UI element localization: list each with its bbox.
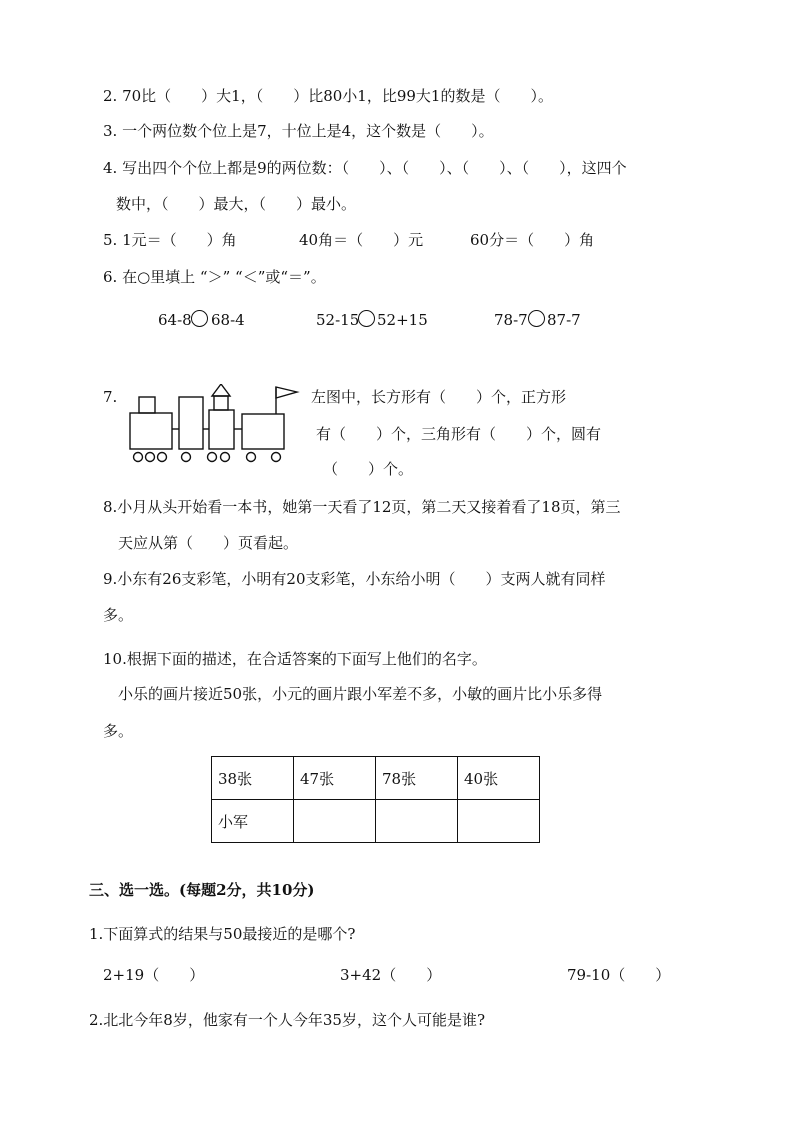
- square-top: [214, 396, 228, 410]
- question-5-part-b: 40角＝（ ）元: [299, 231, 424, 249]
- compare-3-right: 87-7: [547, 311, 581, 329]
- table-cell: 38张: [212, 757, 294, 800]
- compare-3-left: 78-7: [494, 311, 528, 329]
- question-9-line-2: 多。: [103, 606, 134, 624]
- section-3-question-1: 1.下面算式的结果与50最接近的是哪个?: [89, 925, 356, 943]
- question-8-line-2: 天应从第（ ）页看起。: [118, 534, 299, 552]
- square-chimney: [139, 397, 155, 413]
- question-3: 3. 一个两位数个位上是7，十位上是4，这个数是（ ）。: [103, 122, 494, 140]
- question-7-number: 7.: [103, 388, 118, 406]
- table-cell: 40张: [458, 757, 540, 800]
- question-10: 10.根据下面的描述，在合适答案的下面写上他们的名字。: [103, 650, 487, 668]
- compare-circle-icon: [528, 310, 545, 327]
- table-row: [212, 757, 540, 800]
- question-7-line-1: 左图中，长方形有（ ）个，正方形: [311, 388, 567, 406]
- option-a: 2+19（ ）: [103, 966, 205, 984]
- compare-2-left: 52-15: [316, 311, 360, 329]
- name-table: [211, 756, 540, 843]
- triangle-flag: [276, 387, 297, 398]
- question-2: 2. 70比（ ）大1，（ ）比80小1，比99大1的数是（ ）。: [103, 87, 553, 105]
- question-4-line-1: 4. 写出四个个位上都是9的两位数：（ ）、（ ）、（ ）、（ ），这四个: [103, 159, 627, 177]
- table-cell-blank[interactable]: [294, 800, 376, 843]
- table-cell: 小军: [212, 800, 294, 843]
- question-7-line-3: （ ）个。: [323, 460, 414, 478]
- question-5-part-c: 60分＝（ ）角: [470, 231, 595, 249]
- compare-2-right: 52+15: [377, 311, 428, 329]
- question-8-line-1: 8.小月从头开始看一本书，她第一天看了12页，第二天又接着看了18页，第三: [103, 498, 621, 516]
- rectangle-car-3: [209, 410, 234, 449]
- train-figure: [125, 384, 305, 468]
- option-c: 79-10（ ）: [567, 966, 671, 984]
- question-6: 6. 在○里填上 “＞” “＜”或“＝”。: [103, 268, 326, 286]
- table-cell-blank[interactable]: [376, 800, 458, 843]
- compare-1-left: 64-8: [158, 311, 192, 329]
- table-cell: 78张: [376, 757, 458, 800]
- compare-circle-icon: [191, 310, 208, 327]
- compare-1-right: 68-4: [211, 311, 245, 329]
- question-9-line-1: 9.小东有26支彩笔，小明有20支彩笔，小东给小明（ ）支两人就有同样: [103, 570, 606, 588]
- table-cell: 47张: [294, 757, 376, 800]
- rectangle-car-2: [179, 397, 203, 449]
- question-7-line-2: 有（ ）个，三角形有（ ）个，圆有: [316, 425, 602, 443]
- compare-circle-icon: [358, 310, 375, 327]
- triangle-roof: [212, 384, 230, 396]
- table-row: [212, 800, 540, 843]
- section-3-question-2: 2.北北今年8岁，他家有一个人今年35岁，这个人可能是谁?: [89, 1011, 485, 1029]
- question-4-line-2: 数中，（ ）最大，（ ）最小。: [116, 195, 357, 213]
- question-10-description-line-1: 小乐的画片接近50张，小元的画片跟小军差不多，小敏的画片比小乐多得: [118, 685, 603, 703]
- table-cell-blank[interactable]: [458, 800, 540, 843]
- section-3-title: 三、选一选。(每题2分，共10分): [89, 881, 315, 899]
- rectangle-car-1: [130, 413, 172, 449]
- question-5-part-a: 5. 1元＝（ ）角: [103, 231, 237, 249]
- rectangle-car-4: [242, 414, 284, 449]
- question-10-description-line-2: 多。: [103, 722, 134, 740]
- option-b: 3+42（ ）: [340, 966, 442, 984]
